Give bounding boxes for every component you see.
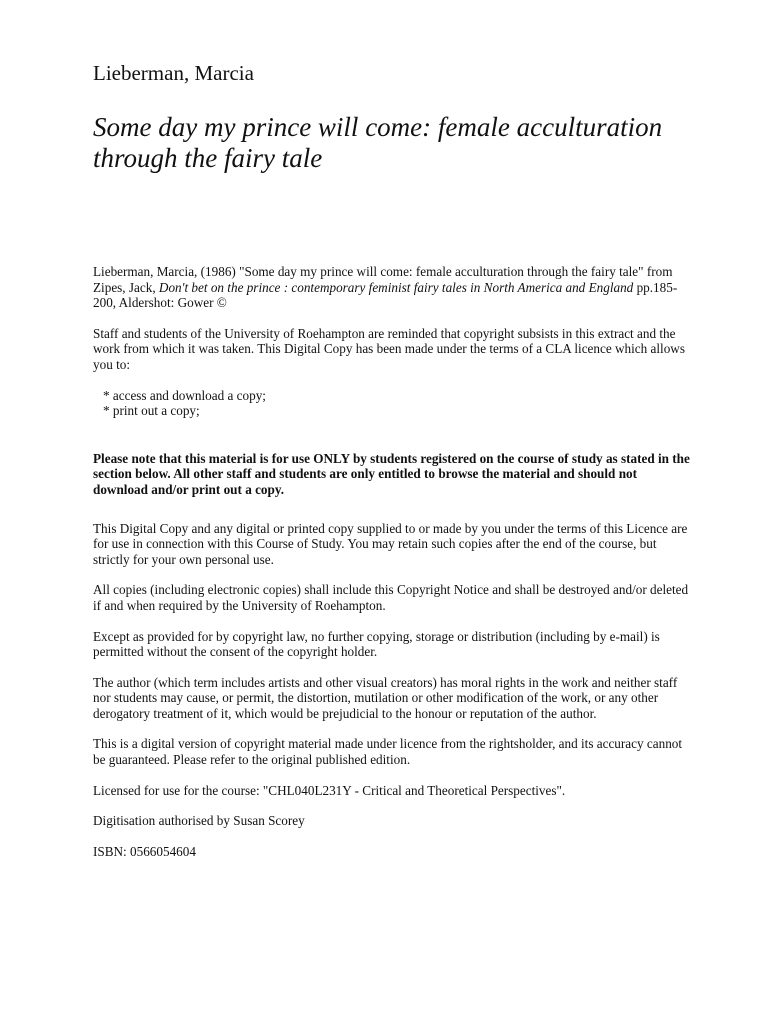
document-title: Some day my prince will come: female acculturation through the fairy tale <box>93 112 663 173</box>
citation-lead: Lieberman, Marcia, (1986) "Some day my prince will come: female acculturation through the fairy tale" from Zipes, Jack, <box>93 264 673 295</box>
permission-item: * access and download a copy; <box>103 387 266 403</box>
usage-notice: Please note that this material is for use ONLY by students registered on the course of study as stated in the section below. All other staff and students are only entitled to browse the material and should not download and/or print out a copy. <box>93 450 690 497</box>
moral-rights-paragraph: The author (which term includes artists and other visual creators) has moral rights in the work and neither staff nor students may cause, or permit, the distortion, mutilation or other modification of the work, or any other derogatory treatment of it, which would be prejudicial to the honour or reputation of the author. <box>93 674 678 721</box>
permissions-list <box>93 388 693 419</box>
licence-paragraph: This Digital Copy and any digital or printed copy supplied to or made by you under the terms of this Licence are for use in connection with this Course of Study. You may retain such copies after the end of the course, but strictly for your own personal use. <box>93 520 688 567</box>
citation <box>93 264 693 311</box>
document-body <box>93 264 693 874</box>
copyright-intro: Staff and students of the University of Roehampton are reminded that copyright subsists in this extract and the work from which it was taken. This Digital Copy has been made under the terms of a CLA licence which allows you to: <box>93 325 685 372</box>
citation-book-title: Don't bet on the prince : contemporary feminist fairy tales in North America and England <box>158 279 634 295</box>
author-heading: Lieberman, Marcia <box>93 61 254 85</box>
permission-item: * print out a copy; <box>103 403 200 419</box>
isbn: ISBN: 0566054604 <box>93 843 196 859</box>
distribution-paragraph: Except as provided for by copyright law, no further copying, storage or distribution (including by e-mail) is permitted without the consent of the copyright holder. <box>93 628 660 660</box>
digitisation-credit: Digitisation authorised by Susan Scorey <box>93 813 305 829</box>
course-licence: Licensed for use for the course: "CHL040L231Y - Critical and Theoretical Perspectives". <box>93 782 566 798</box>
citation-tail: pp.185-200, Aldershot: Gower © <box>93 279 678 311</box>
accuracy-paragraph: This is a digital version of copyright material made under licence from the rightsholder, and its accuracy cannot be guaranteed. Please refer to the original published edition. <box>93 736 683 768</box>
copies-paragraph: All copies (including electronic copies) shall include this Copyright Notice and shall be destroyed and/or deleted if and when required by the University of Roehampton. <box>93 582 689 613</box>
